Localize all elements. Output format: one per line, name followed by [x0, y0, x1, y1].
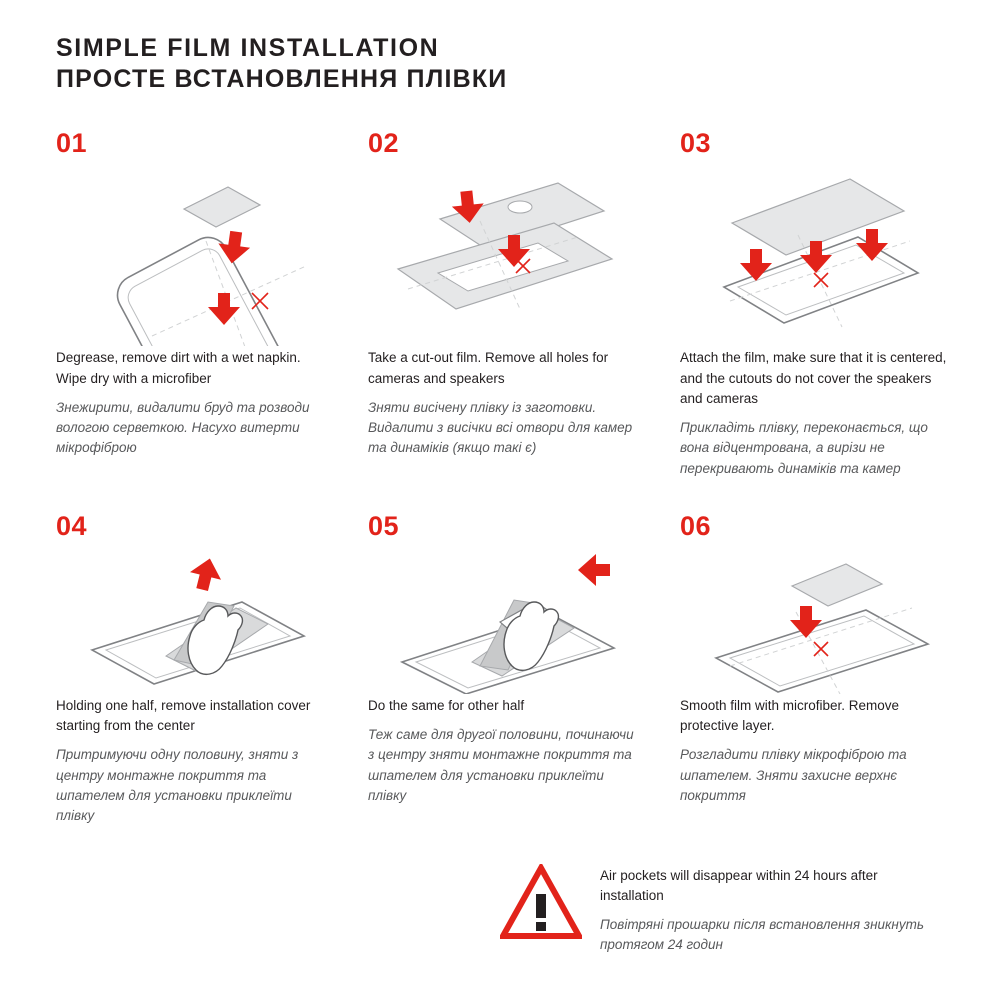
step-text-uk: Притримуючи одну половину, зняти з центру монтажне покриття та шпателем для установки приклеїти плівку — [56, 747, 299, 823]
hand-peel-half-icon — [56, 544, 328, 694]
step-text-uk: Зняти висічену плівку із заготовки. Видалити з висічки всі отвори для камер та динаміків (якщо такі є) — [368, 399, 633, 456]
step-text-uk: Розгладити плівку мікрофіброю та шпателем. Зняти захисне верхнє покриття — [680, 747, 907, 803]
page-title-en: SIMPLE FILM INSTALLATION — [56, 34, 440, 62]
step-text-en: Do the same for other half — [368, 697, 525, 713]
page-title-uk: ПРОСТЕ ВСТАНОВЛЕННЯ ПЛІВКИ — [56, 64, 508, 93]
step-01 — [56, 128, 328, 479]
step-number: 05 — [368, 510, 400, 541]
step-text-en: Holding one half, remove installation cover starting from the center — [56, 697, 311, 733]
phone-wipe-napkin-icon — [56, 161, 328, 346]
step-text-uk: Прикладіть плівку, переконається, що вона відцентрована, а вирізи не перекривають динаміків та камер — [680, 420, 928, 476]
header — [56, 34, 944, 94]
film-attach-centered-icon — [680, 161, 952, 346]
step-text-uk: Теж саме для другої половини, починаючи з центру зняти монтажне покриття та шпателем для установки приклеїти плівку — [368, 727, 634, 803]
step-text-uk: Знежирити, видалити бруд та розводи вологою серветкою. Насухо витерти мікрофіброю — [56, 399, 310, 456]
step-text-en: Degrease, remove dirt with a wet napkin. Wipe dry with a microfiber — [56, 350, 301, 386]
step-number: 01 — [56, 128, 88, 159]
step-text-en: Take a cut-out film. Remove all holes for cameras and speakers — [368, 350, 609, 386]
step-03 — [680, 128, 952, 479]
footer-text-uk: Повітряні прошарки після встановлення зникнуть протягом 24 годин — [600, 916, 924, 952]
step-text-en: Attach the film, make sure that it is centered, and the cutouts do not cover the speakers and cameras — [680, 350, 947, 406]
step-text-en: Smooth film with microfiber. Remove protective layer. — [680, 697, 900, 733]
step-number: 02 — [368, 128, 400, 159]
hand-peel-other-half-icon — [368, 544, 640, 694]
step-05 — [368, 511, 640, 827]
step-02 — [368, 128, 640, 479]
film-cutout-icon — [368, 161, 640, 346]
steps-grid — [56, 128, 947, 826]
step-number: 06 — [680, 510, 712, 541]
step-04 — [56, 511, 328, 827]
warning-exclamation-icon — [500, 864, 582, 945]
step-06 — [680, 511, 952, 827]
footer-note — [500, 862, 940, 955]
footer-text-en: Air pockets will disappear within 24 hours after installation — [600, 868, 878, 904]
smooth-microfiber-icon — [680, 544, 952, 694]
step-number: 04 — [56, 510, 88, 541]
step-number: 03 — [680, 128, 712, 159]
